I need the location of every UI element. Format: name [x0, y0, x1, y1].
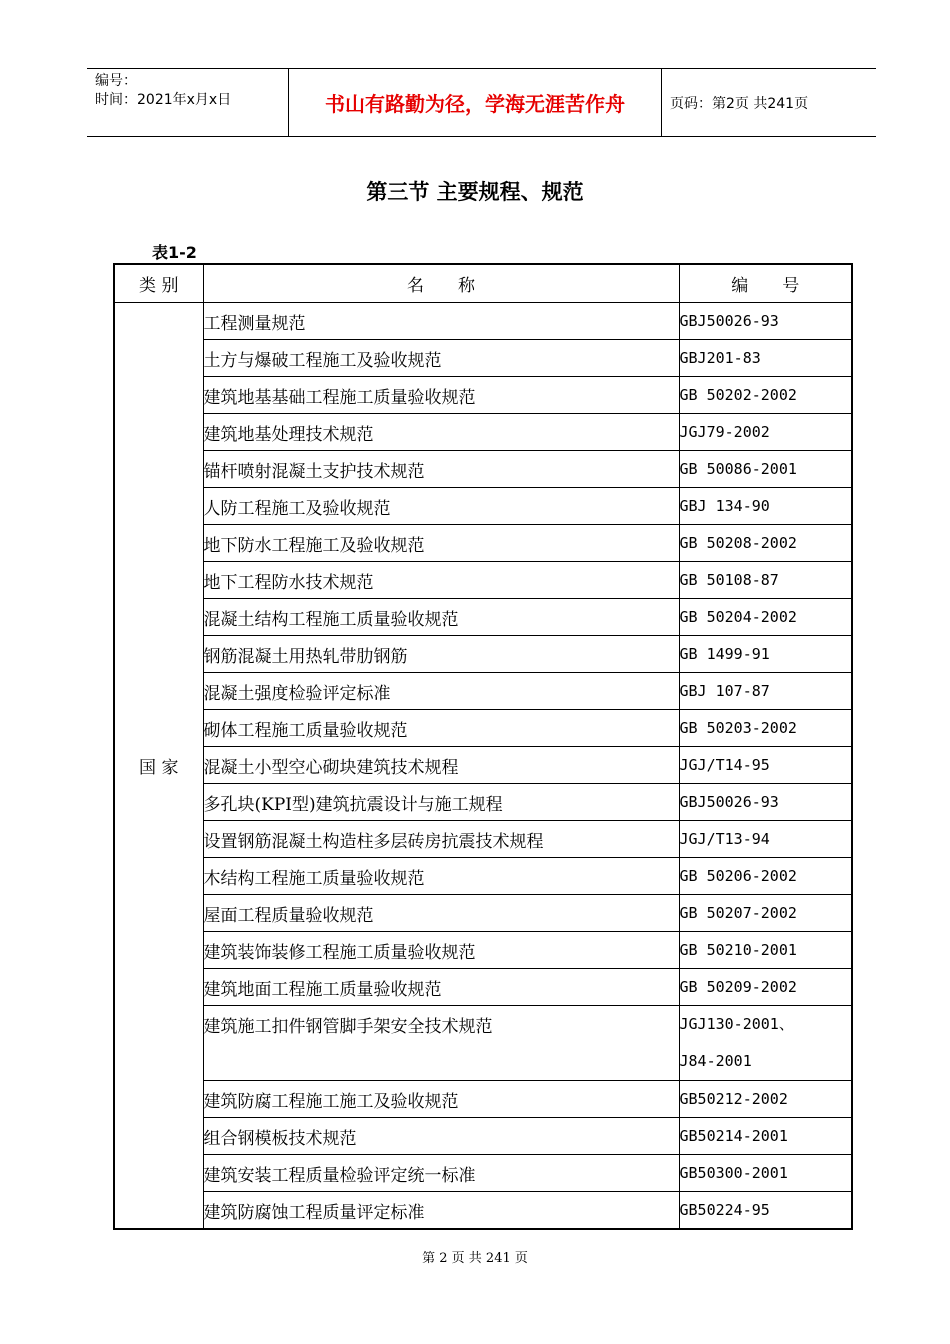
standard-code: GBJ50026-93 [679, 303, 852, 340]
standard-name: 多孔块(KPⅠ型)建筑抗震设计与施工规程 [203, 784, 679, 821]
standard-name: 地下工程防水技术规范 [203, 562, 679, 599]
standard-code: GBJ50026-93 [679, 784, 852, 821]
table-row [114, 969, 852, 1006]
standard-code: GBJ 134-90 [679, 488, 852, 525]
table-row [114, 895, 852, 932]
standard-code: JGJ79-2002 [679, 414, 852, 451]
table-row [114, 525, 852, 562]
standard-code: GB 50202-2002 [679, 377, 852, 414]
table-row [114, 858, 852, 895]
standard-name: 设置钢筋混凝土构造柱多层砖房抗震技术规程 [203, 821, 679, 858]
standard-name: 屋面工程质量验收规范 [203, 895, 679, 932]
header-category: 类 别 [114, 264, 203, 303]
table-row [114, 1006, 852, 1081]
table-row [114, 821, 852, 858]
standard-code: GB 50206-2002 [679, 858, 852, 895]
page-footer: 第 2 页 共 241 页 [422, 1251, 528, 1266]
standard-name: 建筑地基处理技术规范 [203, 414, 679, 451]
standard-name: 地下防水工程施工及验收规范 [203, 525, 679, 562]
table-row [114, 747, 852, 784]
standard-name: 人防工程施工及验收规范 [203, 488, 679, 525]
header-name: 名 称 [203, 264, 679, 303]
standard-name: 锚杆喷射混凝土支护技术规范 [203, 451, 679, 488]
table-row [114, 710, 852, 747]
standard-code: GB 50209-2002 [679, 969, 852, 1006]
table-row [114, 414, 852, 451]
standard-code [679, 1006, 852, 1081]
document-time: 时间：2021年x月x日 [95, 92, 232, 108]
table-row [114, 636, 852, 673]
standard-code: GB 50204-2002 [679, 599, 852, 636]
standard-code: GB 50208-2002 [679, 525, 852, 562]
standard-name: 建筑安装工程质量检验评定统一标准 [203, 1155, 679, 1192]
standard-code: GB50214-2001 [679, 1118, 852, 1155]
header-meta [87, 69, 295, 139]
header-page-info: 页码：第2页 共241页 [670, 95, 809, 112]
table-row [114, 1155, 852, 1192]
table-row [114, 562, 852, 599]
standard-name: 土方与爆破工程施工及验收规范 [203, 340, 679, 377]
standard-code: GB50224-95 [679, 1192, 852, 1230]
standard-name: 建筑防腐工程施工施工及验收规范 [203, 1081, 679, 1118]
standard-code: GB 1499-91 [679, 636, 852, 673]
table-row [114, 673, 852, 710]
standard-name: 建筑地基基础工程施工质量验收规范 [203, 377, 679, 414]
header-code: 编 号 [679, 264, 852, 303]
table-row [114, 1192, 852, 1230]
standard-name: 木结构工程施工质量验收规范 [203, 858, 679, 895]
table-row [114, 451, 852, 488]
table-row [114, 377, 852, 414]
standards-table [113, 263, 853, 1230]
table-header-row [114, 264, 852, 303]
standard-name: 砌体工程施工质量验收规范 [203, 710, 679, 747]
table-row [114, 784, 852, 821]
table-row [114, 932, 852, 969]
standard-code: GBJ201-83 [679, 340, 852, 377]
standard-name: 建筑施工扣件钢管脚手架安全技术规范 [203, 1006, 679, 1081]
document-number: 编号： [95, 73, 137, 89]
section-title: 第三节 主要规程、规范 [366, 180, 584, 204]
table-row [114, 303, 852, 340]
table-row [114, 1118, 852, 1155]
standard-name: 混凝土小型空心砌块建筑技术规程 [203, 747, 679, 784]
standard-name: 建筑装饰装修工程施工质量验收规范 [203, 932, 679, 969]
standard-name: 工程测量规范 [203, 303, 679, 340]
table-row [114, 488, 852, 525]
standard-code: GBJ 107-87 [679, 673, 852, 710]
standard-name: 组合钢模板技术规范 [203, 1118, 679, 1155]
standard-code-line: J84-2001 [679, 1052, 752, 1070]
table-label: 表1-2 [152, 243, 197, 262]
standard-code: JGJ/T14-95 [679, 747, 852, 784]
standard-code-line: JGJ130-2001、 [679, 1015, 794, 1033]
standard-code: GB 50108-87 [679, 562, 852, 599]
standard-name: 混凝土结构工程施工质量验收规范 [203, 599, 679, 636]
standard-code: GB 50203-2002 [679, 710, 852, 747]
standard-code: JGJ/T13-94 [679, 821, 852, 858]
standard-code: GB50212-2002 [679, 1081, 852, 1118]
category-cell: 国 家 [114, 303, 203, 1230]
standard-code: GB 50210-2001 [679, 932, 852, 969]
header-slogan: 书山有路勤为径，学海无涯苦作舟 [288, 69, 662, 136]
standard-name: 建筑地面工程施工质量验收规范 [203, 969, 679, 1006]
standard-code: GB 50086-2001 [679, 451, 852, 488]
standard-name: 建筑防腐蚀工程质量评定标准 [203, 1192, 679, 1230]
standard-code: GB 50207-2002 [679, 895, 852, 932]
page-header [87, 68, 876, 137]
standard-name: 钢筋混凝土用热轧带肋钢筋 [203, 636, 679, 673]
standard-name: 混凝土强度检验评定标准 [203, 673, 679, 710]
table-row [114, 1081, 852, 1118]
table-row [114, 599, 852, 636]
table-body [114, 303, 852, 1230]
standard-code: GB50300-2001 [679, 1155, 852, 1192]
table-row [114, 340, 852, 377]
